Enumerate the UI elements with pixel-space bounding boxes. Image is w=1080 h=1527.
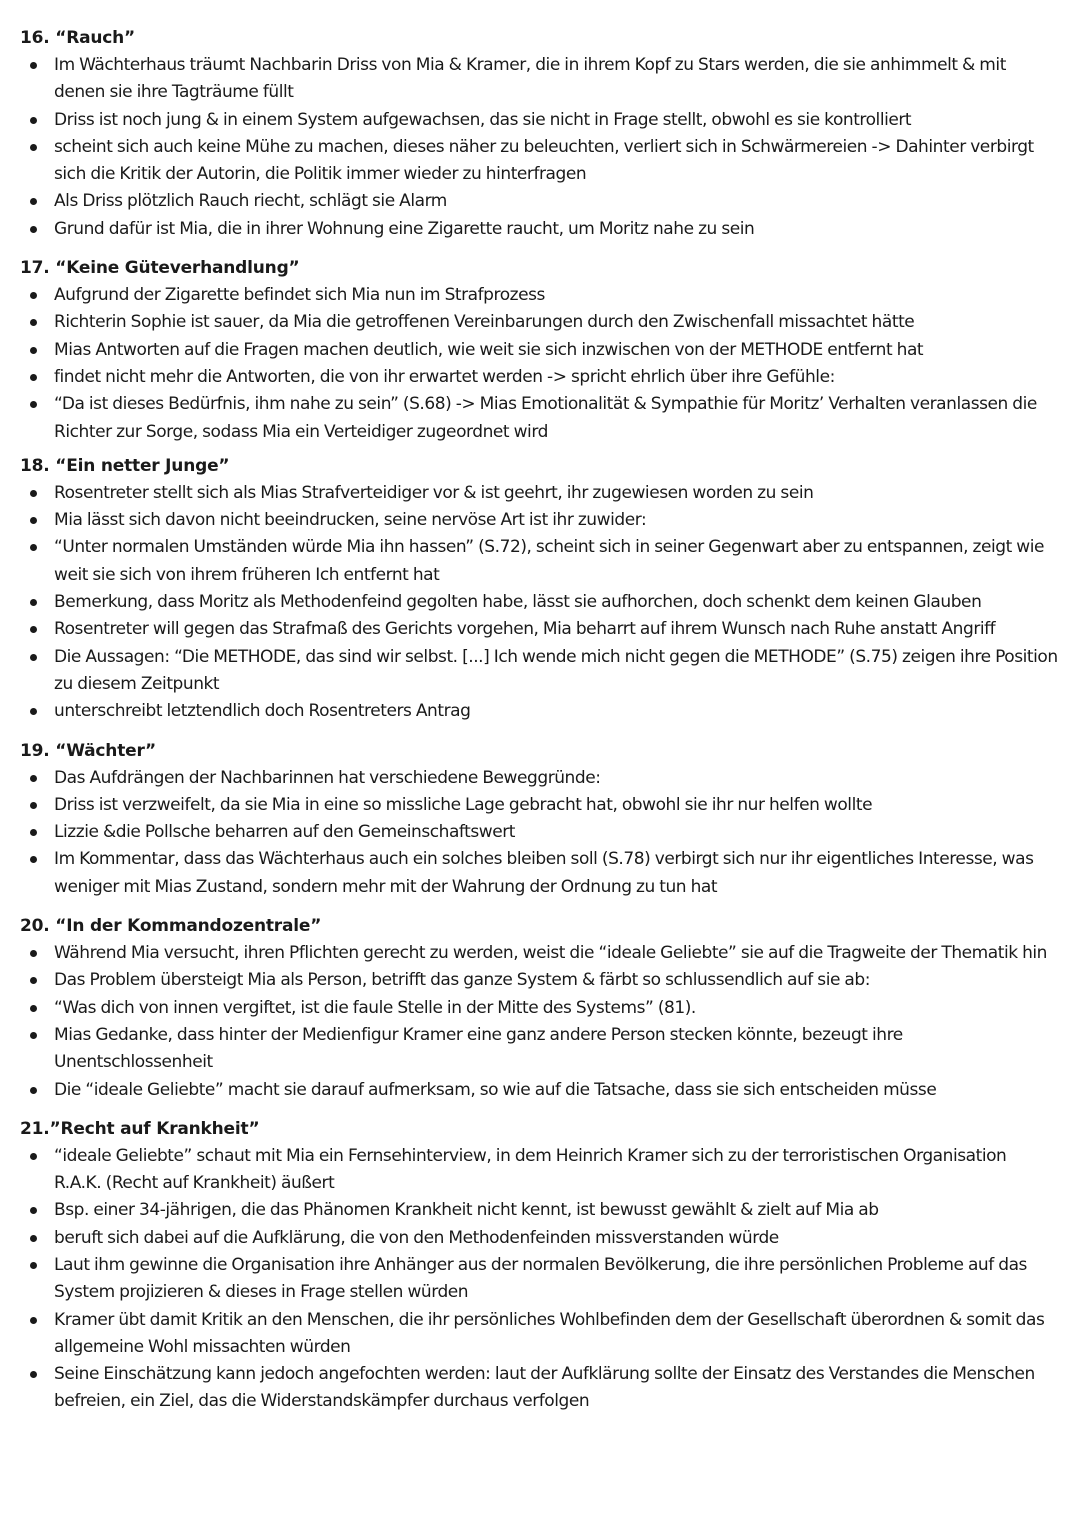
list-item-text: Rosentreter will gegen das Strafmaß des Gerichts vorgehen, Mia beharrt auf ihrem Wunsch nach Ruhe anstatt Angriff bbox=[54, 619, 996, 640]
list-item bbox=[54, 107, 1058, 134]
bullet-icon bbox=[30, 226, 37, 233]
bullet-list bbox=[20, 765, 1058, 901]
list-item bbox=[54, 364, 1058, 391]
list-item-text: Die “ideale Geliebte” macht sie darauf aufmerksam, so wie auf die Tatsache, dass sie sich entscheiden müsse bbox=[54, 1079, 937, 1100]
list-item-text: unterschreibt letztendlich doch Rosentreters Antrag bbox=[54, 701, 471, 722]
list-item-text: “Unter normalen Umständen würde Mia ihn hassen” (S.72), scheint sich in seiner Gegenwart aber zu entspannen, zeigt wie weit sie sich von ihrem früheren Ich entfernt hat bbox=[54, 537, 1045, 585]
list-item-text: Aufgrund der Zigarette befindet sich Mia nun im Strafprozess bbox=[54, 285, 545, 306]
list-item bbox=[54, 134, 1058, 189]
bullet-icon bbox=[30, 1153, 37, 1160]
list-item bbox=[54, 1077, 1058, 1104]
bullet-icon bbox=[30, 654, 37, 661]
list-item bbox=[54, 644, 1058, 699]
list-item-text: Kramer übt damit Kritik an den Menschen, die ihr persönliches Wohlbefinden dem der Gesellschaft überordnen & somit das allgemeine Wohl missachten würden bbox=[54, 1309, 1045, 1357]
bullet-icon bbox=[30, 374, 37, 381]
list-item bbox=[54, 52, 1058, 107]
list-item bbox=[54, 819, 1058, 846]
list-item bbox=[54, 507, 1058, 534]
bullet-icon bbox=[30, 62, 37, 69]
list-item bbox=[54, 589, 1058, 616]
list-item-text: scheint sich auch keine Mühe zu machen, dieses näher zu beleuchten, verliert sich in Schwärmereien -> Dahinter verbirgt sich die Kritik der Autorin, die Politik immer wieder zu hinterfragen bbox=[54, 136, 1034, 185]
bullet-icon bbox=[30, 802, 37, 809]
bullet-icon bbox=[30, 347, 37, 354]
section-heading: 20. “In der Kommandozentrale” bbox=[20, 916, 322, 937]
list-item-text: Bemerkung, dass Moritz als Methodenfeind gegolten habe, lässt sie aufhorchen, doch schenkt dem keinen Glauben bbox=[54, 592, 982, 613]
bullet-icon bbox=[30, 544, 37, 551]
list-item bbox=[54, 616, 1058, 643]
bullet-icon bbox=[30, 599, 37, 606]
section-heading: 19. “Wächter” bbox=[20, 740, 156, 761]
section-19 bbox=[20, 739, 1058, 901]
bullet-icon bbox=[30, 626, 37, 633]
list-item-text: Richterin Sophie ist sauer, da Mia die getroffenen Vereinbarungen durch den Zwischenfall missachtet hätte bbox=[54, 312, 915, 333]
list-item-text: Driss ist noch jung & in einem System aufgewachsen, das sie nicht in Frage stellt, obwohl es sie kontrolliert bbox=[54, 109, 912, 130]
list-item bbox=[54, 792, 1058, 819]
list-item-text: Das Problem übersteigt Mia als Person, betrifft das ganze System & färbt so schlussendlich auf sie ab: bbox=[54, 970, 871, 991]
bullet-list bbox=[20, 52, 1058, 243]
list-item-text: Laut ihm gewinne die Organisation ihre Anhänger aus der normalen Bevölkerung, die ihre persönlichen Probleme auf das System projizieren & dieses in Frage stellen würden bbox=[54, 1254, 1027, 1303]
section-16 bbox=[20, 26, 1058, 243]
bullet-icon bbox=[30, 856, 37, 863]
section-heading: 21.”Recht auf Krankheit” bbox=[20, 1118, 260, 1139]
bullet-icon bbox=[30, 490, 37, 497]
list-item-text: Die Aussagen: “Die METHODE, das sind wir selbst. [...] Ich wende mich nicht gegen die METHODE” (S.75) zeigen ihre Position zu diesem Zeitpunkt bbox=[54, 646, 1058, 694]
list-item bbox=[54, 698, 1058, 725]
list-item bbox=[54, 480, 1058, 507]
bullet-icon bbox=[30, 1032, 37, 1039]
list-item-text: Während Mia versucht, ihren Pflichten gerecht zu werden, weist die “ideale Geliebte” sie auf die Tragweite der Thematik hin bbox=[54, 943, 1047, 964]
list-item bbox=[54, 534, 1058, 589]
bullet-icon bbox=[30, 708, 37, 715]
bullet-icon bbox=[30, 144, 37, 151]
list-item bbox=[54, 765, 1058, 792]
bullet-icon bbox=[30, 1207, 37, 1214]
list-item bbox=[54, 216, 1058, 243]
list-item-text: beruft sich dabei auf die Aufklärung, die von den Methodenfeinden missverstanden würde bbox=[54, 1227, 779, 1248]
list-item-text: Mias Antworten auf die Fragen machen deutlich, wie weit sie sich inzwischen von der METHODE entfernt hat bbox=[54, 339, 924, 360]
bullet-list bbox=[20, 282, 1058, 446]
bullet-icon bbox=[30, 1371, 37, 1378]
section-20 bbox=[20, 914, 1058, 1104]
bullet-icon bbox=[30, 401, 37, 408]
list-item-text: Lizzie &die Pollsche beharren auf den Gemeinschaftswert bbox=[54, 822, 516, 843]
list-item-text: Rosentreter stellt sich als Mias Strafverteidiger vor & ist geehrt, ihr zugewiesen worden zu sein bbox=[54, 482, 814, 503]
list-item bbox=[54, 940, 1058, 967]
bullet-icon bbox=[30, 1005, 37, 1012]
list-item-text: “Da ist dieses Bedürfnis, ihm nahe zu sein” (S.68) -> Mias Emotionalität & Sympathie für Moritz’ Verhalten veranlassen die Richter zur Sorge, sodass Mia ein Verteidiger zugeordnet wird bbox=[54, 394, 1037, 442]
bullet-icon bbox=[30, 1087, 37, 1094]
section-heading: 18. “Ein netter Junge” bbox=[20, 455, 230, 476]
bullet-icon bbox=[30, 775, 37, 782]
section-21 bbox=[20, 1117, 1058, 1416]
list-item-text: Seine Einschätzung kann jedoch angefochten werden: laut der Aufklärung sollte der Einsatz des Verstandes die Menschen befreien, ein Ziel, das die Widerstandskämpfer durchaus verfolgen bbox=[54, 1364, 1035, 1412]
list-item-text: Das Aufdrängen der Nachbarinnen hat verschiedene Beweggründe: bbox=[54, 767, 601, 788]
bullet-list bbox=[20, 940, 1058, 1104]
list-item-text: Als Driss plötzlich Rauch riecht, schlägt sie Alarm bbox=[54, 191, 447, 212]
list-item-text: Mia lässt sich davon nicht beeindrucken, seine nervöse Art ist ihr zuwider: bbox=[54, 510, 647, 531]
bullet-icon bbox=[30, 292, 37, 299]
list-item-text: “ideale Geliebte” schaut mit Mia ein Fernsehinterview, in dem Heinrich Kramer sich zu der terroristischen Organisation R.A.K. (Recht auf Krankheit) äußert bbox=[54, 1145, 1007, 1194]
bullet-list bbox=[20, 480, 1058, 726]
list-item bbox=[54, 282, 1058, 309]
bullet-icon bbox=[30, 1262, 37, 1269]
bullet-icon bbox=[30, 1317, 37, 1324]
list-item bbox=[54, 1197, 1058, 1224]
list-item bbox=[54, 337, 1058, 364]
list-item-text: Im Kommentar, dass das Wächterhaus auch ein solches bleiben soll (S.78) verbirgt sich nur ihr eigentliches Interesse, was weniger mit Mias Zustand, sondern mehr mit der Wahrung der Ordnung zu tun hat bbox=[54, 849, 1034, 897]
section-heading: 17. “Keine Güteverhandlung” bbox=[20, 258, 300, 279]
list-item-text: Bsp. einer 34-jährigen, die das Phänomen Krankheit nicht kennt, ist bewusst gewählt & zielt auf Mia ab bbox=[54, 1200, 879, 1221]
bullet-icon bbox=[30, 977, 37, 984]
section-17 bbox=[20, 256, 1058, 446]
bullet-icon bbox=[30, 517, 37, 524]
list-item-text: Driss ist verzweifelt, da sie Mia in eine so missliche Lage gebracht hat, obwohl sie ihr nur helfen wollte bbox=[54, 794, 873, 815]
bullet-icon bbox=[30, 950, 37, 957]
bullet-icon bbox=[30, 319, 37, 326]
list-item-text: findet nicht mehr die Antworten, die von ihr erwartet werden -> spricht ehrlich über ihre Gefühle: bbox=[54, 366, 835, 387]
list-item bbox=[54, 1361, 1058, 1416]
bullet-icon bbox=[30, 198, 37, 205]
list-item bbox=[54, 995, 1058, 1022]
list-item-text: “Was dich von innen vergiftet, ist die faule Stelle in der Mitte des Systems” (81). bbox=[54, 997, 696, 1018]
list-item bbox=[54, 391, 1058, 446]
list-item bbox=[54, 1143, 1058, 1198]
bullet-list bbox=[20, 1143, 1058, 1416]
list-item-text: Mias Gedanke, dass hinter der Medienfigur Kramer eine ganz andere Person stecken könnte, bezeugt ihre Unentschlossenheit bbox=[54, 1024, 903, 1073]
section-heading: 16. “Rauch” bbox=[20, 28, 136, 48]
bullet-icon bbox=[30, 1235, 37, 1242]
list-item-text: Im Wächterhaus träumt Nachbarin Driss von Mia & Kramer, die in ihrem Kopf zu Stars werden, die sie anhimmelt & mit denen sie ihre Tagträume füllt bbox=[54, 55, 1006, 103]
list-item bbox=[54, 846, 1058, 901]
section-18 bbox=[20, 454, 1058, 726]
list-item bbox=[54, 1252, 1058, 1307]
bullet-icon bbox=[30, 117, 37, 124]
bullet-icon bbox=[30, 829, 37, 836]
list-item bbox=[54, 1022, 1058, 1077]
list-item bbox=[54, 1307, 1058, 1362]
list-item bbox=[54, 309, 1058, 336]
list-item bbox=[54, 1225, 1058, 1252]
list-item-text: Grund dafür ist Mia, die in ihrer Wohnung eine Zigarette raucht, um Moritz nahe zu sein bbox=[54, 218, 755, 239]
list-item bbox=[54, 967, 1058, 994]
list-item bbox=[54, 188, 1058, 215]
